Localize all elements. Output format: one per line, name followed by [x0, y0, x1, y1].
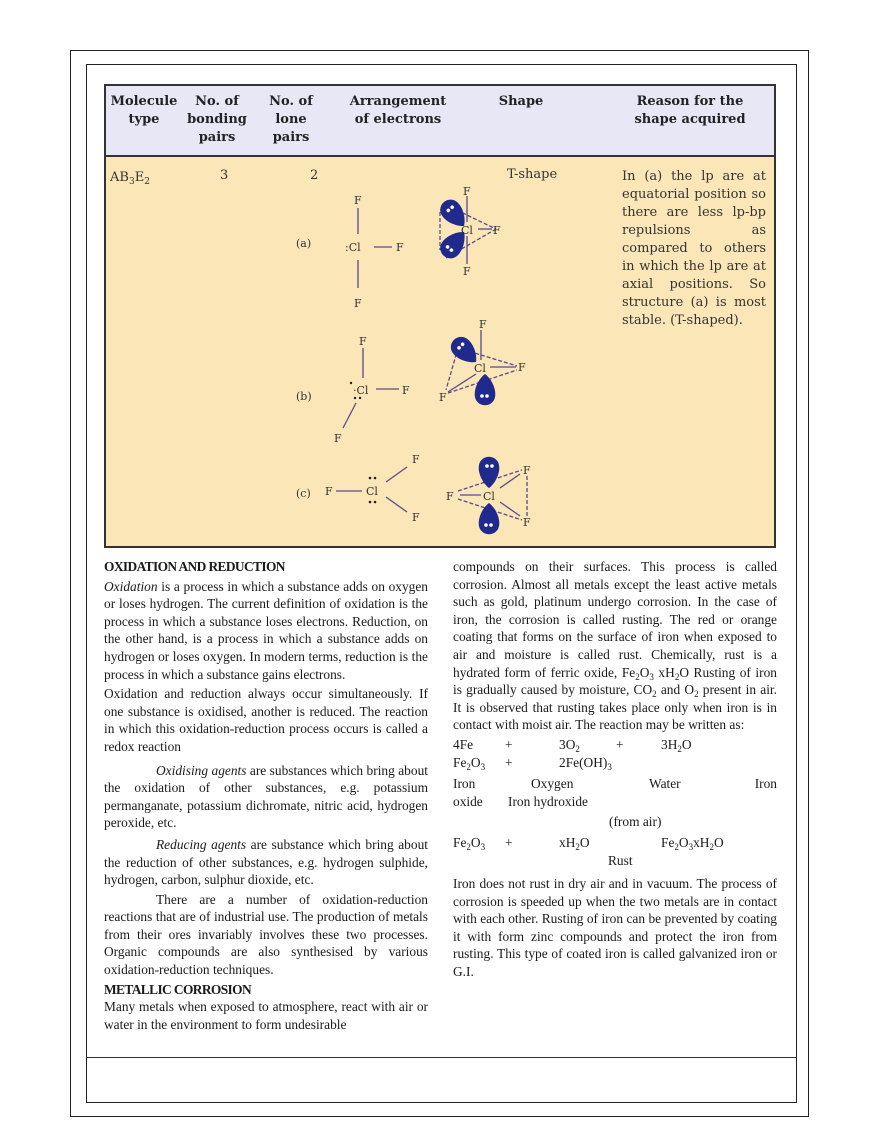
lone-pair-lobe: [475, 374, 496, 405]
header-molecule-type: Molecule type: [110, 94, 178, 127]
atom-f: F: [354, 297, 362, 310]
atom-f: F: [479, 318, 487, 331]
lone-pairs: 2: [310, 168, 319, 183]
atom-cl: ·Cl: [353, 384, 369, 397]
structure-label-b: (b): [296, 390, 312, 403]
atom-f: F: [523, 516, 531, 529]
paragraph: compounds on their surfaces. This process is called corrosion. Almost all metals except the least active metals such as gold, platinum undergo corrosion. In the case of iron, the corrosion is called rusting. The red or orange coating that forms on the surface of iron when exposed to air and moisture is called rust. Chemically, rust is a hydrated form of ferric oxide, $Fe_2O_3$ $xH_2O$ Rusting of iron is gradually caused by moisture, $CO_2$ and $O_2$ present in air. It is observed that rusting takes place only when iron is in contact with moist air. The reaction may be written as:: [453, 559, 778, 733]
paragraph: Iron does not rust in dry air and in vacuum. The process of corrosion is speeded up when the two metals are in contact with each other. Rusting of iron can be prevented by coating it with form zinc compounds and protect the iron from rusting. This type of coated iron is called galvanized iron or G.I.: [453, 876, 777, 980]
atom-f: F: [334, 432, 342, 445]
atom-f: F: [446, 490, 454, 503]
atom-f: F: [359, 335, 367, 348]
heading-metallic-corrosion: METALLIC CORROSION: [104, 981, 252, 997]
equation-2: $Fe_2O_3$ + $2Fe(OH)_3$: [453, 754, 612, 772]
shape-reason: In (a) the lp are at equatorial position so there are less lp-bp repulsions as compared to others in which the lp are at axial positions. So structure (a) is most stable. (T-shaped).: [622, 169, 766, 328]
heading-oxidation-reduction: OXIDATION AND REDUCTION: [104, 559, 285, 574]
paragraph: Reducing agents are substance which bring about the reduction of other substances, e.g. hydrogen sulphide, hydrogen, carbon, sulphur dioxide, etc.: [104, 836, 428, 888]
left-column: [104, 558, 428, 1035]
atom-f: F: [518, 361, 526, 374]
atom-f: F: [396, 241, 404, 254]
atom-f: F: [412, 511, 420, 524]
atom-cl: Cl: [483, 490, 495, 503]
paragraph: Many metals when exposed to atmosphere, react with air or water in the environment to form undesirable: [104, 999, 428, 1032]
paragraph: There are a number of oxidation-reduction reactions that are of industrial use. The production of metals from their ores invariably involves these two processes. Organic compounds are also synthesised by various oxidation-reduction techniques.: [104, 891, 428, 978]
atom-f: F: [493, 224, 501, 237]
right-column: [453, 558, 777, 983]
header-reason: Reason for the shape acquired: [634, 94, 746, 127]
rust-label: Rust: [608, 852, 633, 868]
equation-labels-1: Iron Oxygen Water Iron: [453, 776, 777, 792]
molecule-type: $AB_3E_2$: [110, 170, 150, 187]
equation-1: 4Fe + $3O_2$ + $3H_2O$: [453, 736, 692, 754]
paragraph: Oxidation and reduction always occur simultaneously. If one substance is oxidised, another is reduced. The reaction in which this oxidation-reduction process occurs is called a redox reaction: [104, 686, 428, 754]
atom-f: F: [354, 194, 362, 207]
atom-f: F: [463, 265, 471, 278]
atom-f: F: [325, 485, 333, 498]
atom-f: F: [463, 185, 471, 198]
structure-label-c: (c): [296, 487, 311, 500]
footer-divider: [86, 1057, 797, 1058]
equation-3: $Fe_2O_3$ + $xH_2O$ $Fe_2O_3xH_2O$: [453, 834, 724, 852]
from-air-label: (from air): [609, 814, 662, 830]
clf3-structures-diagram: [0, 0, 880, 560]
atom-f: F: [402, 384, 410, 397]
header-bonding-pairs: No. of bonding pairs: [187, 94, 247, 145]
atom-cl: Cl: [461, 224, 473, 237]
atom-cl: Cl: [474, 362, 486, 375]
atom-cl: Cl: [366, 485, 378, 498]
equation-labels-2: oxide Iron hydroxide: [453, 793, 588, 809]
structure-label-a: (a): [296, 237, 312, 250]
atom-cl: :Cl: [345, 241, 361, 254]
header-shape: Shape: [498, 94, 544, 109]
paragraph: Oxidising agents are substances which bring about the oxidation of other substances, e.g. potassium permanganate, potassium dichromate, nitric acid, hydrogen peroxide, etc.: [104, 762, 428, 831]
atom-f: F: [439, 391, 447, 404]
shape: T-shape: [507, 167, 558, 182]
atom-f: F: [412, 453, 420, 466]
header-lone-pairs: No. of lone pairs: [269, 94, 313, 145]
header-arrangement: Arrangement of electrons: [349, 94, 447, 127]
atom-f: F: [523, 464, 531, 477]
paragraph: Oxidation is a process in which a substance adds on oxygen or loses hydrogen. The current definition of oxidation is the process in which a substance loses electrons. Reduction, on the other hand, is a process in which a substance adds on hydrogen or loses oxygen. In modern terms, reduction is the process in which a substance gains electrons.: [104, 578, 428, 682]
bonding-pairs: 3: [220, 168, 229, 183]
lone-pair-lobe: [479, 503, 500, 534]
